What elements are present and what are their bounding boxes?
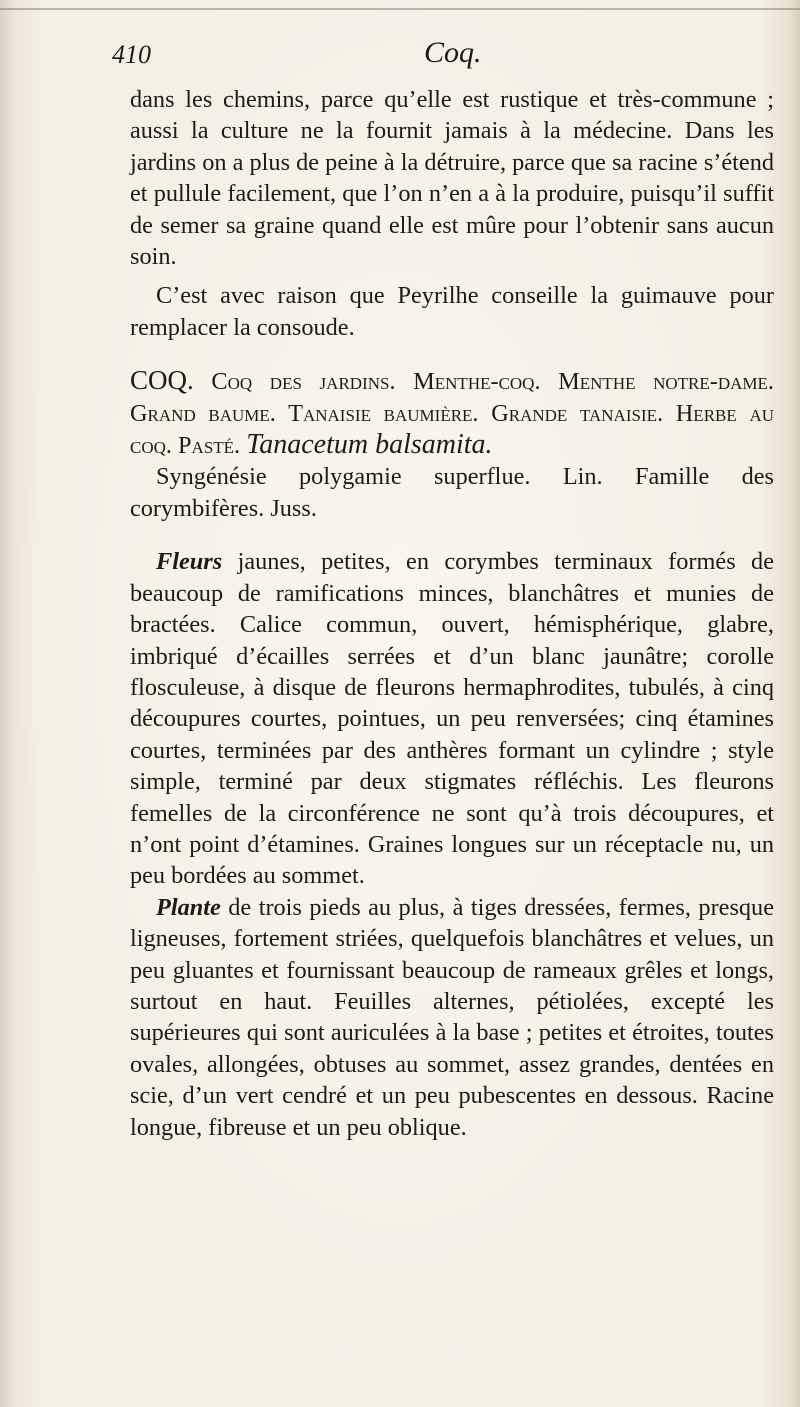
plante-lead: Plante: [156, 893, 221, 921]
paragraph-plante: [130, 892, 774, 1143]
entry-heading: [130, 365, 774, 461]
paragraph-peyrilhe: C’est avec raison que Peyrilhe conseille la guimauve pour remplacer la consoude.: [130, 282, 774, 341]
entry-synonyms: Coq des jardins. Menthe-coq. Menthe notre-dame. Grand baume. Tanaisie baumière. Grande tanaisie. Herbe au coq. Pasté.: [130, 368, 774, 460]
entry-headword: COQ.: [130, 365, 194, 396]
page-body: [130, 84, 774, 1143]
entry-classification: Syngénésie polygamie superflue. Lin. Famille des corymbifères. Juss.: [130, 463, 774, 522]
fleurs-lead: Fleurs: [156, 548, 223, 576]
paragraph-continuation: dans les chemins, parce qu’elle est rustique et très-commune ; aussi la culture ne la fournit jamais à la médecine. Dans les jardins on a plus de peine à la détruire, parce que sa racine s’étend et pullule facilement, que l’on n’en a à la produire, puisqu’il suffit de semer sa graine quand elle est mûre pour l’obtenir sans aucun soin.: [130, 86, 774, 271]
running-title: Coq.: [424, 36, 482, 69]
entry-latin-name: Tanacetum balsamita.: [246, 429, 493, 461]
page-number: 410: [112, 40, 151, 69]
plante-text: de trois pieds au plus, à tiges dressées, fermes, presque ligneuses, fortement striées, quelquefois blanchâtres et velues, un peu gluantes et fournissant beaucoup de rameaux grêles et longs, surtout en haut. Feuilles alternes, pétiolées, excepté les supérieures qui sont auriculées à la base ; petites et étroites, toutes ovales, allongées, obtuses au sommet, assez grandes, dentées en scie, d’un vert cendré et un peu pubescentes en dessous. Racine longue, fibreuse et un peu oblique.: [130, 893, 774, 1141]
fleurs-text: jaunes, petites, en corymbes terminaux formés de beaucoup de ramifications minces, blanchâtres et munies de bractées. Calice commun, ouvert, hémisphérique, glabre, imbriqué d’écailles serrées et d’un blanc jaunâtre; corolle flosculeuse, à disque de fleurons hermaphrodites, tubulés, à cinq découpures courtes, pointues, un peu renversées; cinq étamines courtes, terminées par des anthères formant un cylindre ; style simple, terminé par deux stigmates réfléchis. Les fleurons femelles de la circonférence ne sont qu’à trois découpures, et n’ont point d’étamines. Graines longues sur un réceptacle nu, un peu bordées au sommet.: [130, 548, 774, 890]
paragraph-fleurs: [130, 546, 774, 891]
page-top-edge: [0, 8, 800, 10]
page-header: [112, 36, 772, 80]
